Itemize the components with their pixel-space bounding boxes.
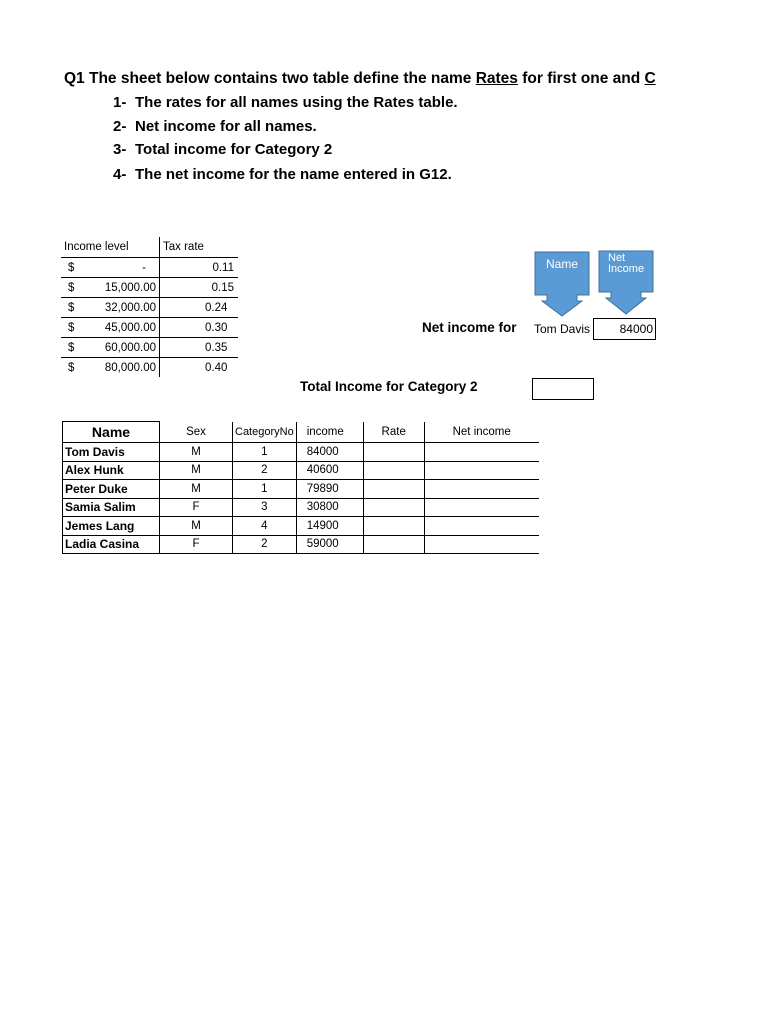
rates-row — [61, 258, 238, 278]
question-prefix: Q1 The sheet below contains two table define the name — [64, 70, 476, 87]
income-level-cell[interactable]: $ 45,000.00 — [61, 318, 160, 338]
rate-cell[interactable] — [363, 535, 424, 554]
rate-cell[interactable] — [363, 480, 424, 499]
rates-row — [61, 318, 238, 338]
table-row — [63, 480, 539, 499]
tax-rate-cell[interactable]: 0.11 — [160, 258, 239, 278]
net-income-cell[interactable] — [424, 535, 539, 554]
header-income-level[interactable]: Income level — [61, 237, 160, 258]
header-category-no[interactable]: CategoryNo — [233, 422, 297, 443]
category-cell[interactable]: 1 — [233, 443, 297, 462]
net-income-name-cell[interactable]: Tom Davis — [534, 322, 591, 336]
total-income-value-cell[interactable] — [532, 378, 594, 400]
sex-cell[interactable]: F — [160, 498, 233, 517]
tax-rate-cell[interactable]: 0.30 — [160, 318, 239, 338]
name-arrow-callout[interactable] — [534, 251, 590, 317]
income-cell[interactable]: 79890 — [296, 480, 363, 499]
rates-row — [61, 278, 238, 298]
net-income-value-cell[interactable]: 84000 — [593, 318, 656, 340]
category-cell[interactable]: 3 — [233, 498, 297, 517]
header-name[interactable]: Name — [63, 422, 160, 443]
header-net-income[interactable]: Net income — [424, 422, 539, 443]
net-income-cell[interactable] — [424, 498, 539, 517]
income-cell[interactable]: 59000 — [296, 535, 363, 554]
category-cell[interactable]: 2 — [233, 461, 297, 480]
rates-row — [61, 358, 238, 378]
name-cell[interactable]: Tom Davis — [63, 443, 160, 462]
table-row — [63, 517, 539, 536]
category-cell[interactable]: 4 — [233, 517, 297, 536]
income-level-cell[interactable]: $ 15,000.00 — [61, 278, 160, 298]
question-middle: for first one and — [517, 70, 645, 87]
header-sex[interactable]: Sex — [160, 422, 233, 443]
income-cell[interactable]: 30800 — [296, 498, 363, 517]
income-cell[interactable]: 84000 — [296, 443, 363, 462]
income-level-cell[interactable]: $ - — [61, 258, 160, 278]
income-level-cell[interactable]: $ 32,000.00 — [61, 298, 160, 318]
rate-cell[interactable] — [363, 498, 424, 517]
income-level-cell[interactable]: $ 80,000.00 — [61, 358, 160, 378]
tax-rate-cell[interactable]: 0.15 — [160, 278, 239, 298]
header-tax-rate[interactable]: Tax rate — [160, 237, 239, 258]
net-income-cell[interactable] — [424, 461, 539, 480]
sex-cell[interactable]: M — [160, 461, 233, 480]
task-1: 1- The rates for all names using the Rates table. — [113, 94, 458, 111]
task-2: 2- Net income for all names. — [113, 118, 317, 135]
sex-cell[interactable]: M — [160, 480, 233, 499]
tax-rate-cell[interactable]: 0.24 — [160, 298, 239, 318]
rates-word: Rates — [475, 70, 518, 87]
rates-table — [61, 237, 238, 377]
name-cell[interactable]: Samia Salim — [63, 498, 160, 517]
name-callout-label: Name — [545, 257, 578, 271]
tax-rate-cell[interactable]: 0.40 — [205, 361, 228, 374]
sex-cell[interactable]: M — [160, 517, 233, 536]
rates-row — [61, 298, 238, 318]
task-4: 4- The net income for the name entered in G12. — [113, 166, 452, 183]
header-income[interactable]: income — [296, 422, 363, 443]
rates-row — [61, 338, 238, 358]
question-cut-letter: C — [644, 70, 656, 87]
question-heading — [64, 70, 664, 88]
net-income-cell[interactable] — [424, 517, 539, 536]
net-income-callout-label: Net Income — [608, 252, 645, 275]
rate-cell[interactable] — [363, 461, 424, 480]
rate-cell[interactable] — [363, 443, 424, 462]
header-rate[interactable]: Rate — [363, 422, 424, 443]
name-cell[interactable]: Ladia Casina — [63, 535, 160, 554]
names-table — [62, 421, 539, 554]
tax-rate-cell[interactable]: 0.35 — [160, 338, 239, 358]
task-3: 3- Total income for Category 2 — [113, 141, 333, 158]
table-row — [63, 498, 539, 517]
net-income-for-label: Net income for — [422, 320, 517, 335]
name-cell[interactable]: Peter Duke — [63, 480, 160, 499]
income-cell[interactable]: 14900 — [296, 517, 363, 536]
income-level-cell[interactable]: $ 60,000.00 — [61, 338, 160, 358]
category-cell[interactable]: 2 — [233, 535, 297, 554]
name-cell[interactable]: Alex Hunk — [63, 461, 160, 480]
net-income-arrow-callout[interactable] — [598, 250, 654, 316]
name-cell[interactable]: Jemes Lang — [63, 517, 160, 536]
rate-cell[interactable] — [363, 517, 424, 536]
net-income-cell[interactable] — [424, 443, 539, 462]
category-cell[interactable]: 1 — [233, 480, 297, 499]
table-row — [63, 443, 539, 462]
table-row — [63, 535, 539, 554]
sex-cell[interactable]: M — [160, 443, 233, 462]
rates-header-row — [61, 237, 238, 258]
table-row — [63, 461, 539, 480]
names-header-row — [63, 422, 539, 443]
total-income-label: Total Income for Category 2 — [300, 379, 478, 394]
income-cell[interactable]: 40600 — [296, 461, 363, 480]
net-income-cell[interactable] — [424, 480, 539, 499]
sex-cell[interactable]: F — [160, 535, 233, 554]
